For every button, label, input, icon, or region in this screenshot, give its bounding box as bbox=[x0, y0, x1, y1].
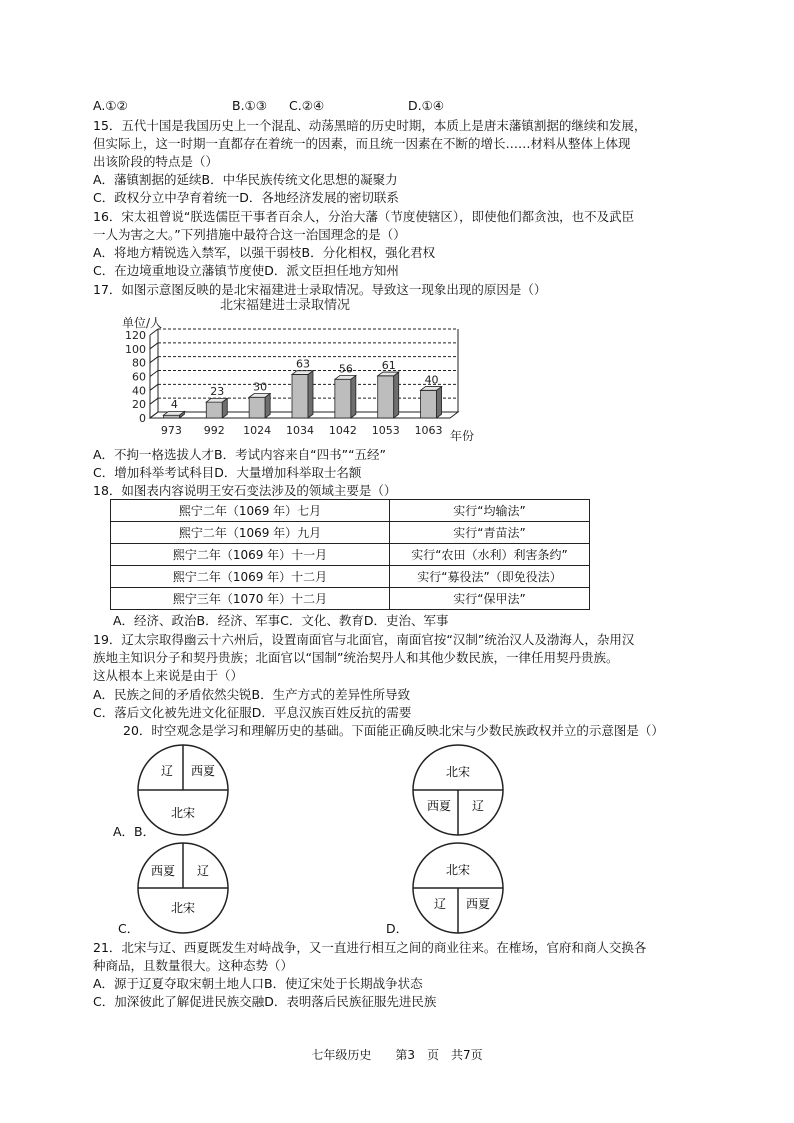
table-cell-policy: 实行“青苗法” bbox=[390, 522, 590, 544]
chart-ytick-label: 80 bbox=[132, 356, 146, 370]
region-label-xixia: 西夏 bbox=[190, 764, 216, 778]
chart-grid-diag bbox=[150, 357, 158, 363]
q17-options-ab: A．不拘一格选拔人才B．考试内容来自“四书”“五经” bbox=[93, 447, 387, 462]
page-footer: 七年级历史 第3 页 共7页 bbox=[311, 1048, 483, 1062]
chart-bar-front bbox=[292, 374, 308, 418]
chart-bar bbox=[249, 394, 270, 419]
chart-grid-diag bbox=[150, 343, 158, 349]
q19-stem-line-2: 族地主知识分子和契丹贵族；北面官以“国制”统治契丹人和其他少数民族，一律任用契丹贵族。 bbox=[93, 650, 619, 665]
q19-stem-line-1: 19．辽太宗取得幽云十六州后，设置南面官与北面官，南面官按“汉制”统治汉人及渤海人，杂用汉 bbox=[93, 632, 635, 647]
chart-ylabel: 单位/人 bbox=[122, 316, 163, 330]
chart-ytick-label: 120 bbox=[125, 329, 146, 342]
chart-bar-front bbox=[163, 415, 179, 418]
chart-grid-diag bbox=[150, 384, 158, 390]
chart-bar bbox=[421, 387, 442, 418]
q15-stem-line-3: 出该阶段的特点是（） bbox=[93, 154, 219, 169]
option-a: A.①② bbox=[93, 98, 128, 113]
region-label-beisong: 北宋 bbox=[170, 806, 196, 820]
q21-options-cd: C．加深彼此了解促进民族交融D．表明落后民族征服先进民族 bbox=[93, 994, 437, 1009]
table-cell-policy: 实行“均输法” bbox=[390, 500, 590, 522]
table-row bbox=[111, 522, 590, 544]
table-cell-date: 熙宁二年（1069 年）九月 bbox=[111, 522, 390, 544]
chart-xtick-label: 1042 bbox=[328, 424, 357, 437]
region-label-beisong: 北宋 bbox=[445, 863, 471, 877]
chart-data-label: 56 bbox=[338, 362, 353, 376]
chart-bar-side bbox=[308, 371, 313, 418]
region-label-beisong: 北宋 bbox=[170, 901, 196, 915]
table-cell-date: 熙宁二年（1069 年）十一月 bbox=[111, 544, 390, 566]
table-row bbox=[111, 588, 590, 610]
table-row bbox=[111, 544, 590, 566]
q18-options: A．经济、政治B．经济、军事C．文化、教育D．吏治、军事 bbox=[113, 613, 449, 628]
q21-options-ab: A．源于辽夏夺取宋朝土地人口B．使辽宋处于长期战争状态 bbox=[93, 976, 423, 991]
q15-stem-line-1: 15．五代十国是我国历史上一个混乱、动荡黑暗的历史时期，本质上是唐末藩镇割据的继续和发展， bbox=[93, 118, 647, 133]
bar-chart bbox=[110, 295, 480, 447]
chart-xtick-label: 1024 bbox=[243, 424, 272, 437]
option-c: C.②④ bbox=[289, 98, 325, 113]
chart-ytick-label: 100 bbox=[125, 342, 146, 356]
table-cell-date: 熙宁二年（1069 年）十二月 bbox=[111, 566, 390, 588]
chart-data-label: 30 bbox=[253, 380, 268, 394]
diagram-b bbox=[410, 742, 506, 838]
q19-options-ab: A．民族之间的矛盾依然尖锐B．生产方式的差异性所导致 bbox=[93, 687, 411, 702]
chart-ytick-label: 60 bbox=[132, 370, 146, 384]
q20-label-c: C． bbox=[118, 921, 140, 936]
region-label-xixia: 西夏 bbox=[465, 897, 491, 911]
table-cell-policy: 实行“农田（水利）利害条约” bbox=[390, 544, 590, 566]
chart-bar bbox=[335, 376, 356, 418]
q15-stem-line-2: 但实际上，这一时期一直都存在着统一的因素，而且统一因素在不断的增长……材料从整体上体现 bbox=[93, 136, 631, 151]
chart-data-label: 4 bbox=[170, 398, 178, 412]
table-cell-policy: 实行“募役法”（即免役法） bbox=[390, 566, 590, 588]
region-label-liao: 辽 bbox=[433, 897, 447, 911]
diagram-c bbox=[135, 840, 231, 936]
q19-stem-line-3: 这从根本上来说是由于（） bbox=[93, 668, 244, 683]
chart-bar bbox=[292, 371, 313, 418]
q21-stem-line-1: 21．北宋与辽、西夏既发生对峙战争，又一直进行相互之间的商业往来。在榷场，官府和商人交换各 bbox=[93, 940, 647, 955]
chart-bar-front bbox=[206, 402, 222, 418]
table-cell-policy: 实行“保甲法” bbox=[390, 588, 590, 610]
chart-bar-front bbox=[421, 390, 437, 418]
chart-bar-side bbox=[351, 376, 356, 418]
chart-data-label: 63 bbox=[296, 357, 310, 371]
chart-data-label: 61 bbox=[381, 358, 396, 372]
q20-stem: 20．时空观念是学习和理解历史的基础。下面能正确反映北宋与少数民族政权并立的示意图是（） bbox=[123, 723, 664, 738]
q17-stem: 17．如图示意图反映的是北宋福建进士录取情况。导致这一现象出现的原因是（） bbox=[93, 282, 547, 297]
region-label-liao: 辽 bbox=[160, 764, 174, 778]
region-label-xixia: 西夏 bbox=[150, 864, 176, 878]
region-label-liao: 辽 bbox=[196, 864, 210, 878]
chart-xtick-label: 1053 bbox=[371, 424, 400, 437]
q15-options-cd: C．政权分立中孕育着统一D．各地经济发展的密切联系 bbox=[93, 190, 399, 205]
chart-bar bbox=[163, 411, 184, 418]
q16-options-cd: C．在边境重地设立藩镇节度使D．派文臣担任地方知州 bbox=[93, 263, 399, 278]
diagram-d bbox=[410, 840, 506, 936]
q19-options-cd: C．落后文化被先进文化征服D．平息汉族百姓反抗的需要 bbox=[93, 705, 412, 720]
q16-stem-line-1: 16．宋太祖曾说“朕选儒臣干事者百余人，分治大藩（节度使辖区），即使他们都贪浊，也不及武臣 bbox=[93, 209, 635, 224]
q17-options-cd: C．增加科举考试科目D．大量增加科举取士名额 bbox=[93, 465, 362, 480]
table-cell-date: 熙宁三年（1070 年）十二月 bbox=[111, 588, 390, 610]
chart-bar-front bbox=[249, 397, 265, 418]
chart-data-label: 23 bbox=[210, 385, 225, 399]
q20-label-ab: A．B． bbox=[113, 824, 156, 839]
chart-xtick-label: 1034 bbox=[286, 424, 314, 437]
chart-xtick-label: 1063 bbox=[414, 424, 443, 437]
option-d: D.①④ bbox=[408, 98, 445, 113]
region-label-beisong: 北宋 bbox=[445, 765, 471, 779]
chart-bar-front bbox=[335, 379, 351, 418]
q15-options-ab: A．藩镇割据的延续B．中华民族传统文化思想的凝聚力 bbox=[93, 172, 398, 187]
chart-ytick-label: 0 bbox=[139, 412, 146, 425]
chart-bar-side bbox=[394, 372, 399, 418]
region-label-liao: 辽 bbox=[471, 799, 485, 813]
chart-bar-front bbox=[378, 376, 394, 418]
table-cell-date: 熙宁二年（1069 年）七月 bbox=[111, 500, 390, 522]
chart-title: 北宋福建进士录取情况 bbox=[219, 298, 351, 313]
q16-stem-line-2: 一人为害之大。”下列措施中最符合这一治国理念的是（） bbox=[93, 227, 406, 242]
q21-stem-line-2: 种商品，且数量很大。这种态势（） bbox=[93, 958, 294, 973]
q18-stem: 18．如图表内容说明王安石变法涉及的领域主要是（） bbox=[93, 483, 397, 498]
chart-xtick-label: 992 bbox=[203, 424, 225, 437]
chart-bar-side bbox=[437, 387, 442, 418]
chart-xtick-label: 973 bbox=[160, 424, 182, 437]
chart-bar bbox=[206, 398, 227, 418]
chart-ytick-label: 40 bbox=[132, 384, 146, 398]
chart-xlabel: 年份 bbox=[450, 429, 475, 443]
chart-grid-diag bbox=[150, 371, 158, 377]
table-row bbox=[111, 500, 590, 522]
q20-label-d: D． bbox=[386, 921, 409, 936]
option-b: B.①③ bbox=[232, 98, 267, 113]
chart-ytick-label: 20 bbox=[132, 398, 146, 412]
chart-data-label: 40 bbox=[424, 373, 439, 387]
q16-options-ab: A．将地方精锐选入禁军，以强干弱枝B．分化相权，强化君权 bbox=[93, 245, 436, 260]
reform-table bbox=[110, 499, 590, 610]
chart-grid-diag bbox=[150, 398, 158, 404]
table-row bbox=[111, 566, 590, 588]
chart-bar bbox=[378, 372, 399, 418]
region-label-xixia: 西夏 bbox=[426, 799, 452, 813]
